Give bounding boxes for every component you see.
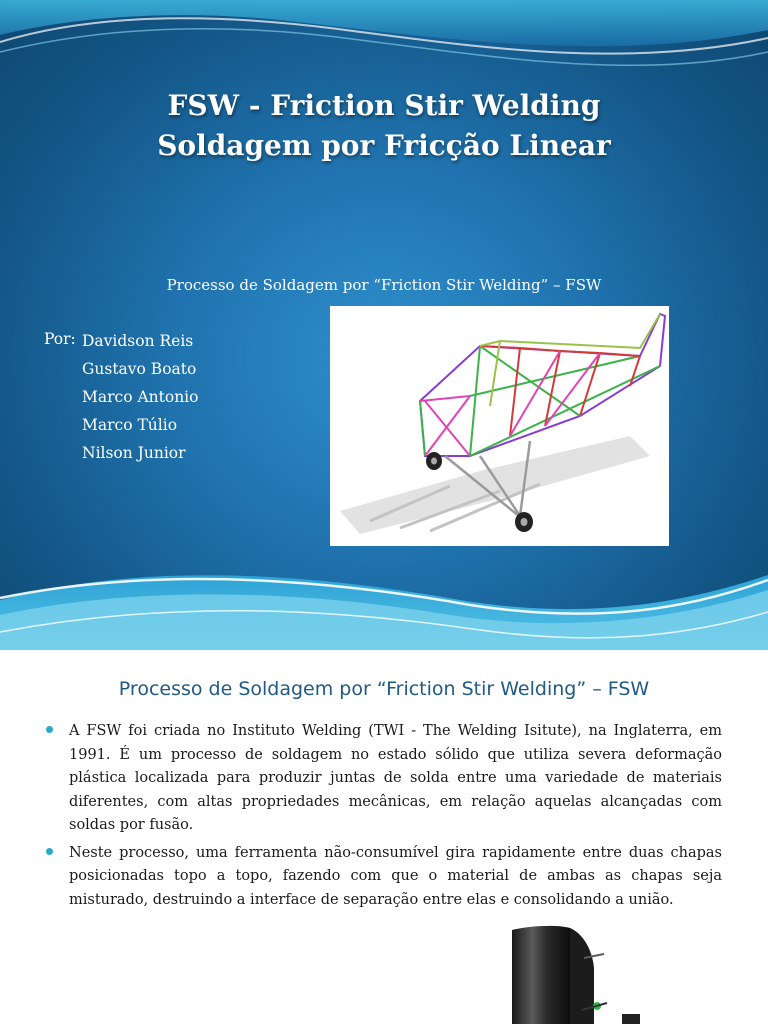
bullet-text: A FSW foi criada no Instituto Welding (TWI - The Welding Isitute), na Inglaterra, em 1991. É um processo de soldagem no estado sólido que utiliza severa deformação plástica localizada para produzir juntas de solda entre uma variedade de materiais diferentes, com altas propriedades mecânicas, em relação aquelas alcançadas com soldas por fusão. — [69, 723, 722, 833]
list-item — [46, 720, 722, 838]
author-name: Nilson Junior — [82, 444, 186, 462]
authors-list — [82, 330, 282, 470]
title-line-1: FSW - Friction Stir Welding — [167, 89, 601, 122]
bullet-text: Neste processo, uma ferramenta não-consumível gira rapidamente entre duas chapas posicionadas topo a topo, fazendo com que o material de ambas as chapas seja misturado, destruindo a interface de separação entre elas e consolidando a união. — [69, 844, 722, 908]
authors-prefix: Por: — [44, 330, 76, 348]
aircraft-frame-image — [330, 306, 669, 546]
author-name: Davidson Reis — [82, 332, 194, 350]
list-item — [46, 842, 722, 913]
content-slide-title: Processo de Soldagem por “Friction Stir Welding” – FSW — [118, 678, 650, 700]
title-line-2: Soldagem por Fricção Linear — [157, 129, 611, 162]
bullet-list — [46, 720, 722, 916]
author-name: Marco Túlio — [82, 416, 178, 434]
author-name: Gustavo Boato — [82, 360, 197, 378]
slide-subtitle: Processo de Soldagem por “Friction Stir Welding” – FSW — [166, 276, 602, 294]
bullet-dot-icon — [46, 726, 53, 733]
welding-tool-image — [432, 918, 640, 1024]
bullet-dot-icon — [46, 848, 53, 855]
content-slide — [0, 650, 768, 1024]
author-name: Marco Antonio — [82, 388, 199, 406]
slide-title — [0, 86, 768, 166]
